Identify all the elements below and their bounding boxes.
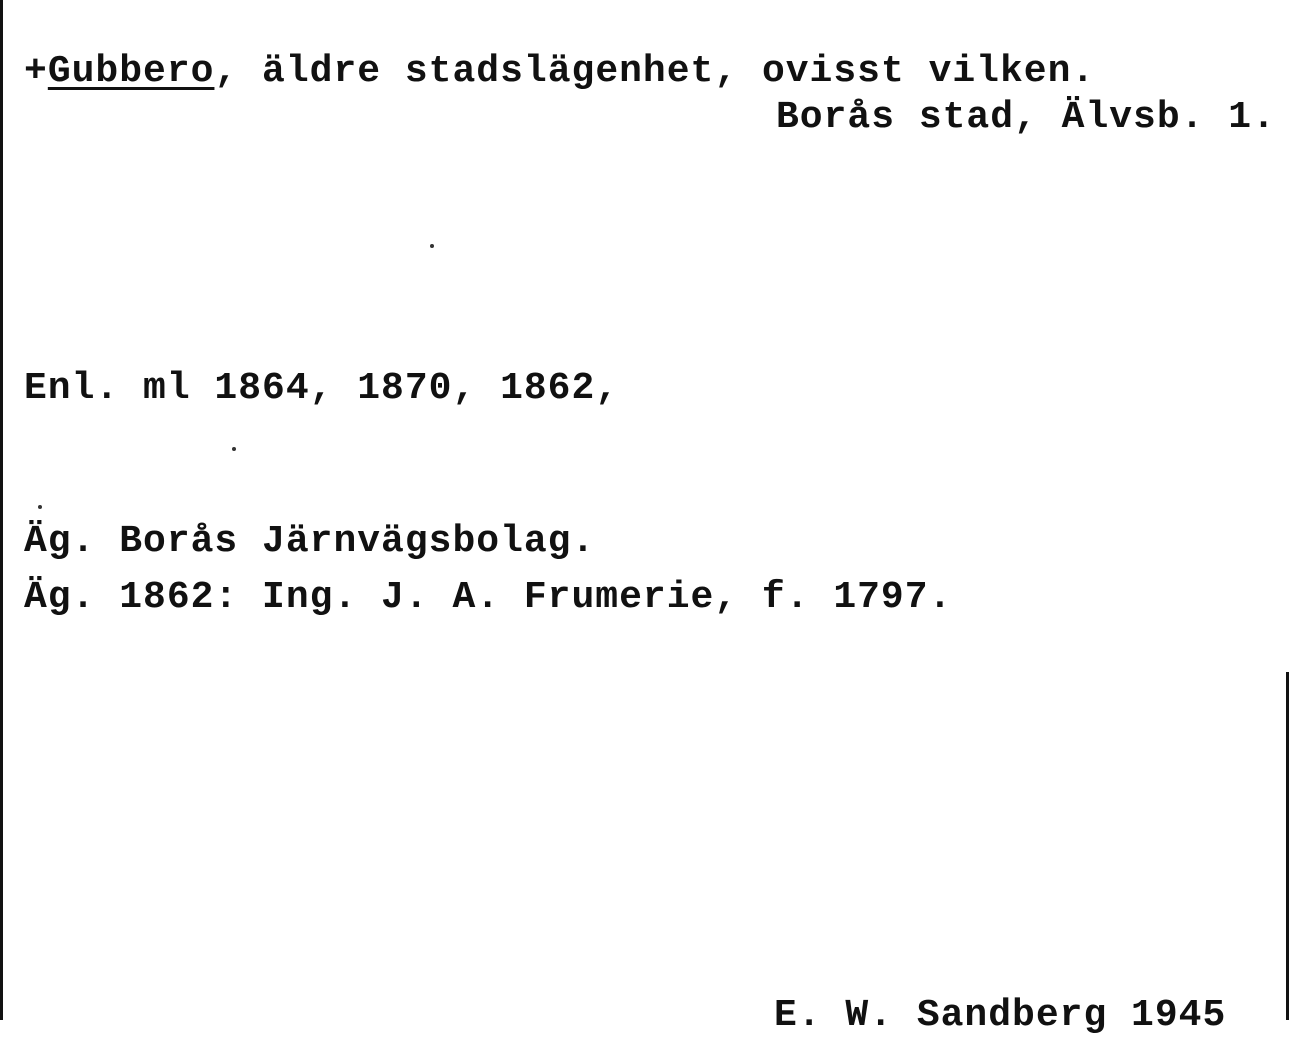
entry-location: Borås stad, Älvsb. 1. [776,96,1276,139]
entry-description: , äldre stadslägenhet, ovisst vilken. [214,50,1096,93]
ink-speck [430,244,434,248]
entry-prefix: + [24,50,48,93]
card-right-edge [1286,672,1289,1020]
entry-name: Gubbero [47,50,215,93]
footer-signature: E. W. Sandberg 1945 [774,994,1227,1037]
entry-sources: Enl. ml 1864, 1870, 1862, [24,367,620,410]
card-left-edge [0,0,3,1020]
entry-owner-2: Äg. 1862: Ing. J. A. Frumerie, f. 1797. [24,576,953,619]
ink-speck [232,447,236,451]
entry-owner-1: Äg. Borås Järnvägsbolag. [24,520,596,563]
ink-speck [38,505,42,509]
entry-heading-line [24,50,1095,94]
